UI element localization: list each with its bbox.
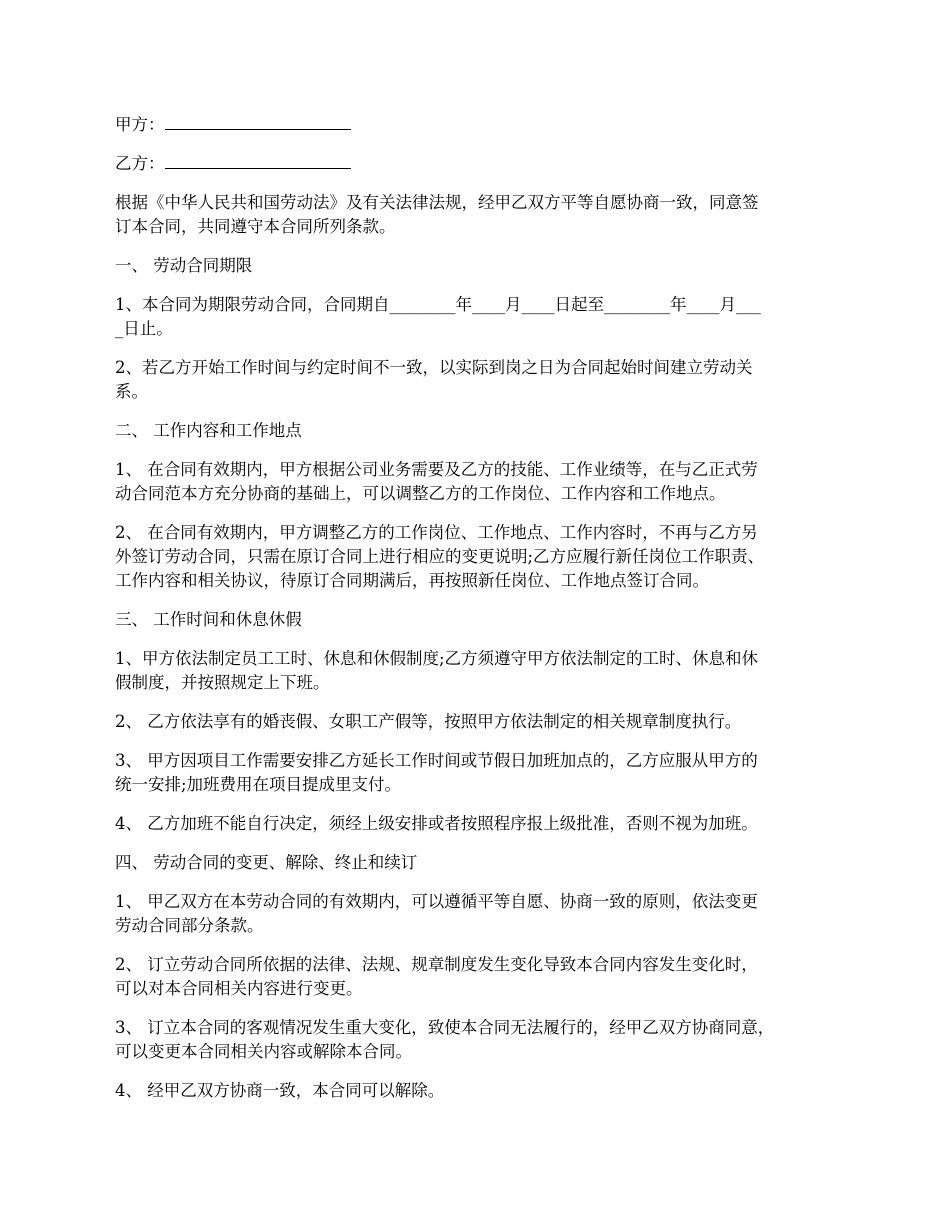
section-4-heading: 四、 劳动合同的变更、解除、终止和续订 bbox=[115, 853, 418, 872]
text-line: 根据《中华人民共和国劳动法》及有关法律法规，经甲乙双方平等自愿协商一致，同意签 bbox=[115, 193, 759, 212]
clause-paragraph bbox=[115, 1079, 843, 1103]
clause-paragraph bbox=[115, 812, 843, 836]
text-line: 可以变更本合同相关内容或解除本合同。 bbox=[115, 1042, 412, 1061]
text-line: 1、 在合同有效期内，甲方根据公司业务需要及乙方的技能、工作业绩等，在与乙正式劳 bbox=[115, 460, 758, 479]
text-line: 2、 在合同有效期内，甲方调整乙方的工作岗位、工作地点、工作内容时，不再与乙方另 bbox=[115, 523, 758, 542]
party-a-line bbox=[115, 113, 843, 137]
text-line: 2、若乙方开始工作时间与约定时间不一致，以实际到岗之日为合同起始时间建立劳动关 bbox=[115, 358, 753, 377]
section-heading bbox=[115, 851, 843, 875]
clause-paragraph bbox=[115, 953, 843, 1001]
clause-paragraph bbox=[115, 710, 843, 734]
text-line: 工作内容和相关协议，待原订合同期满后，再按照新任岗位、工作地点签订合同。 bbox=[115, 571, 709, 590]
text-line: _日止。 bbox=[115, 319, 173, 338]
clause-paragraph bbox=[115, 356, 843, 404]
party-b-line bbox=[115, 152, 843, 176]
party-b-blank bbox=[165, 152, 351, 169]
text-line: 1、 甲乙双方在本劳动合同的有效期内，可以遵循平等自愿、协商一致的原则，依法变更 bbox=[115, 892, 758, 911]
text-line: 动合同范本方充分协商的基础上，可以调整乙方的工作岗位、工作内容和工作地点。 bbox=[115, 484, 726, 503]
section-heading bbox=[115, 254, 843, 278]
section-3-heading: 三、 工作时间和休息休假 bbox=[115, 610, 302, 629]
text-line: 1、甲方依法制定员工工时、休息和休假制度;乙方须遵守甲方依法制定的工时、休息和休 bbox=[115, 649, 759, 668]
section-1-heading: 一、 劳动合同期限 bbox=[115, 256, 253, 275]
text-line: 3、 订立本合同的客观情况发生重大变化，致使本合同无法履行的，经甲乙双方协商同意， bbox=[115, 1018, 775, 1037]
text-line: 订本合同，共同遵守本合同所列条款。 bbox=[115, 217, 396, 236]
text-line: 4、 经甲乙双方协商一致，本合同可以解除。 bbox=[115, 1081, 445, 1100]
section-heading bbox=[115, 608, 843, 632]
clause-paragraph bbox=[115, 293, 843, 341]
clause-paragraph bbox=[115, 521, 843, 593]
party-a-blank bbox=[165, 113, 351, 130]
clause-paragraph bbox=[115, 458, 843, 506]
text-line: 外签订劳动合同，只需在原订合同上进行相应的变更说明;乙方应履行新任岗位工作职责、 bbox=[115, 547, 765, 566]
text-line: 2、 订立劳动合同所依据的法律、法规、规章制度发生变化导致本合同内容发生变化时， bbox=[115, 955, 758, 974]
party-b-label: 乙方： bbox=[115, 154, 165, 173]
party-a-label: 甲方： bbox=[115, 115, 165, 134]
clause-paragraph bbox=[115, 890, 843, 938]
clause-paragraph bbox=[115, 749, 843, 797]
section-2-heading: 二、 工作内容和工作地点 bbox=[115, 421, 302, 440]
text-line: 3、 甲方因项目工作需要安排乙方延长工作时间或节假日加班加点的，乙方应服从甲方的 bbox=[115, 751, 758, 770]
text-line: 2、 乙方依法享有的婚丧假、女职工产假等，按照甲方依法制定的相关规章制度执行。 bbox=[115, 712, 742, 731]
text-line: 统一安排;加班费用在项目提成里支付。 bbox=[115, 775, 402, 794]
section-heading bbox=[115, 419, 843, 443]
text-line: 系。 bbox=[115, 382, 148, 401]
text-line: 可以对本合同相关内容进行变更。 bbox=[115, 979, 363, 998]
contract-document bbox=[115, 113, 843, 1118]
text-line: 劳动合同部分条款。 bbox=[115, 916, 264, 935]
text-line: 4、 乙方加班不能自行决定，须经上级安排或者按照程序报上级批准，否则不视为加班。 bbox=[115, 814, 758, 833]
text-line: 1、本合同为期限劳动合同，合同期自________年____月____日起至________年____月___ bbox=[115, 295, 761, 314]
text-line: 假制度，并按照规定上下班。 bbox=[115, 673, 330, 692]
intro-paragraph bbox=[115, 191, 843, 239]
clause-paragraph bbox=[115, 1016, 843, 1064]
clause-paragraph bbox=[115, 647, 843, 695]
